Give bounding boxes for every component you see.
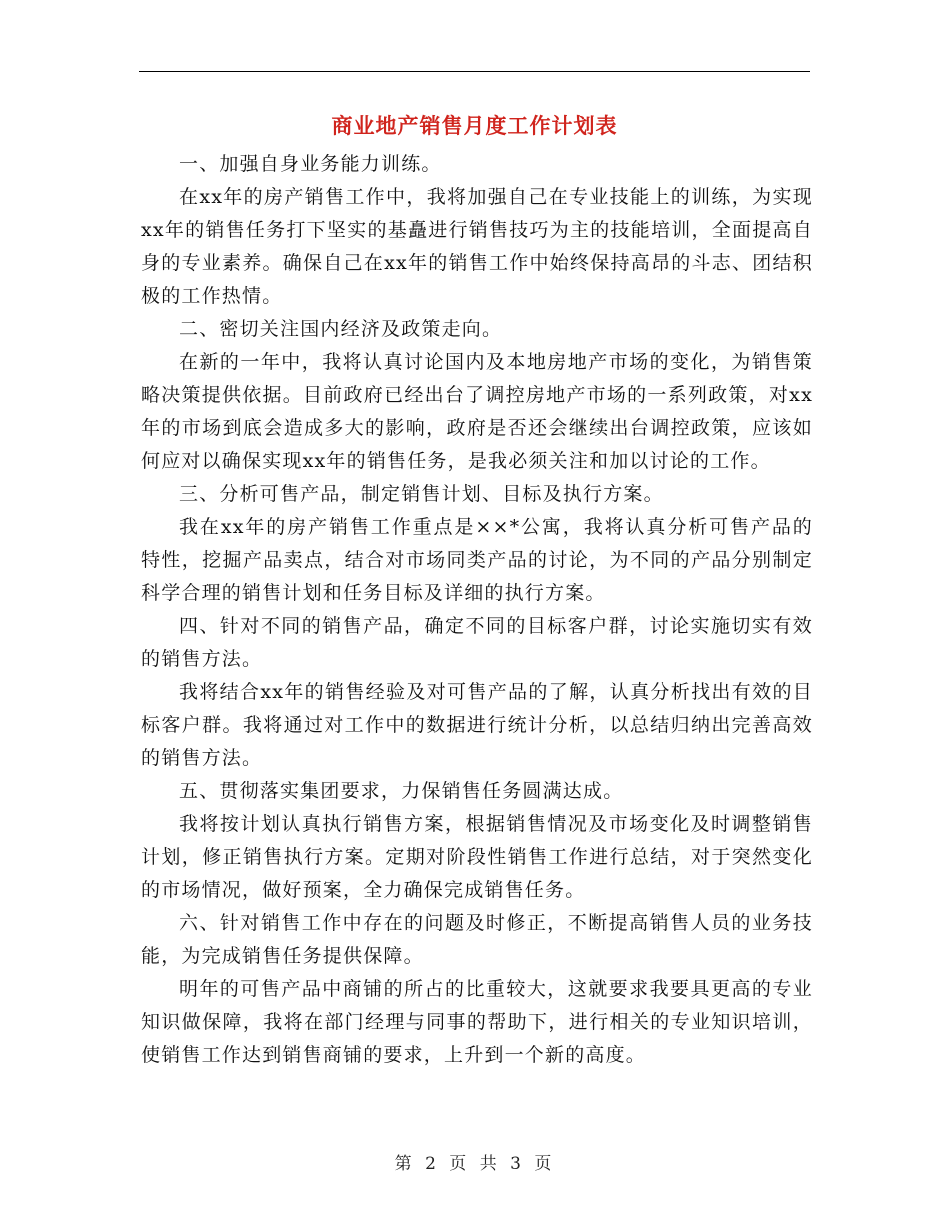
page-number-footer: 第 2 页 共 3 页	[394, 1154, 556, 1174]
section-paragraph-3: 我在xx年的房产销售工作重点是××*公寓，我将认真分析可售产品的特性，挖掘产品卖点，结合对市场同类产品的讨论，为不同的产品分别制定科学合理的销售计划和任务目标及详细的执行方案。	[141, 516, 813, 604]
section-heading-2: 二、密切关注国内经济及政策走向。	[179, 318, 503, 340]
section-heading-3: 三、分析可售产品，制定销售计划、目标及执行方案。	[179, 483, 664, 505]
section-paragraph-1: 在xx年的房产销售工作中，我将加强自己在专业技能上的训练，为实现xx年的销售任务打下坚实的基矗进行销售技巧为主的技能培训，全面提高自身的专业素养。确保自己在xx年的销售工作中始终保持高昂的斗志、团结积极的工作热情。	[141, 186, 813, 307]
section-heading-5: 五、贯彻落实集团要求，力保销售任务圆满达成。	[179, 780, 624, 802]
section-heading-6: 六、针对销售工作中存在的问题及时修正，不断提高销售人员的业务技能，为完成销售任务提供保障。	[141, 912, 813, 967]
section-paragraph-5: 我将按计划认真执行销售方案，根据销售情况及市场变化及时调整销售计划，修正销售执行方案。定期对阶段性销售工作进行总结，对于突然变化的市场情况，做好预案，全力确保完成销售任务。	[141, 813, 813, 901]
document-title: 商业地产销售月度工作计划表	[331, 114, 618, 138]
section-paragraph-4: 我将结合xx年的销售经验及对可售产品的了解，认真分析找出有效的目标客户群。我将通过对工作中的数据进行统计分析，以总结归纳出完善高效的销售方法。	[141, 681, 813, 769]
header-rule	[139, 71, 810, 72]
document-body	[141, 148, 813, 1072]
section-heading-1: 一、加强自身业务能力训练。	[179, 153, 442, 175]
section-paragraph-6: 明年的可售产品中商铺的所占的比重较大，这就要求我要具更高的专业知识做保障，我将在部门经理与同事的帮助下，进行相关的专业知识培训，使销售工作达到销售商铺的要求，上升到一个新的高度。	[141, 978, 813, 1066]
section-paragraph-2: 在新的一年中，我将认真讨论国内及本地房地产市场的变化，为销售策略决策提供依据。目前政府已经出台了调控房地产市场的一系列政策，对xx年的市场到底会造成多大的影响，政府是否还会继续出台调控政策，应该如何应对以确保实现xx年的销售任务，是我必须关注和加以讨论的工作。	[141, 351, 813, 472]
section-heading-4: 四、针对不同的销售产品，确定不同的目标客户群，讨论实施切实有效的销售方法。	[141, 615, 813, 670]
